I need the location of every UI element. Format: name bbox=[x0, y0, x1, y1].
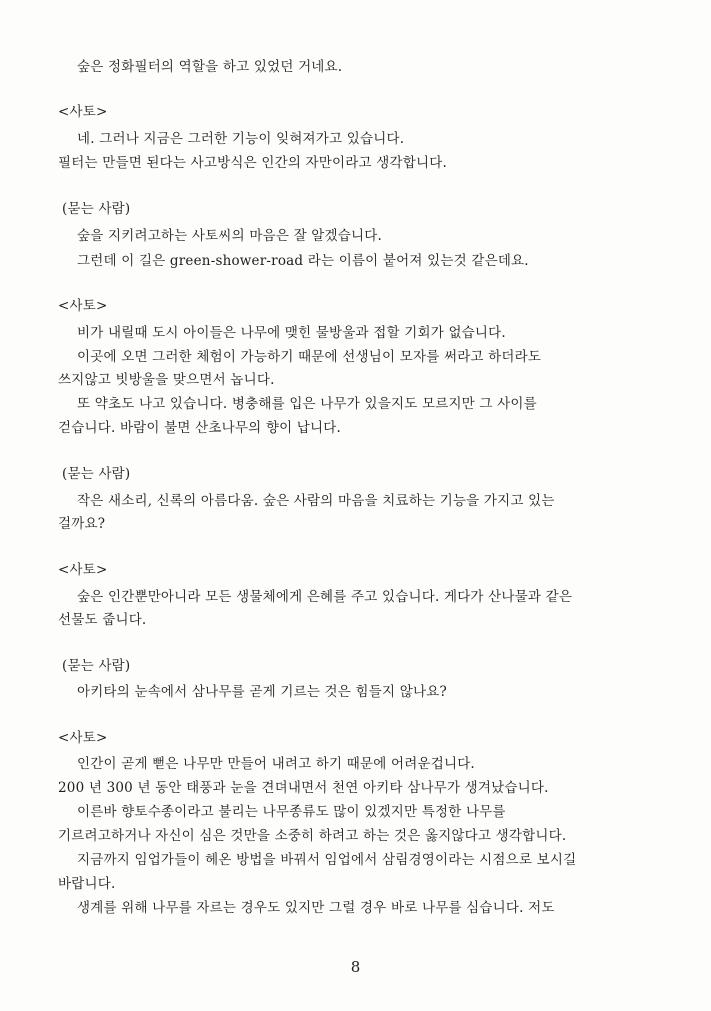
page-number: 8 bbox=[350, 958, 361, 976]
text-line: 기르려고하거나 자신이 심은 것만을 소중히 하려고 하는 것은 옳지않다고 생각합니다. bbox=[58, 828, 567, 844]
speaker-label: (묻는 사람) bbox=[62, 201, 131, 217]
text-line: 숲은 인간뿐만아니라 모든 생물체에게 은혜를 주고 있습니다. 게다가 산나물과 같은 bbox=[77, 589, 573, 605]
text-line: 그런데 이 길은 green-shower-road 라는 이름이 붙어져 있는것 같은데요. bbox=[77, 253, 529, 269]
text-line: 이곳에 오면 그러한 체험이 가능하기 때문에 선생님이 모자를 써라고 하더라도 bbox=[77, 349, 542, 365]
speaker-label: (묻는 사람) bbox=[62, 466, 131, 482]
text-line: 비가 내릴때 도시 아이들은 나무에 맺힌 물방울과 접할 기회가 없습니다. bbox=[77, 325, 506, 341]
text-line: 선물도 줍니다. bbox=[58, 612, 147, 628]
text-line: 숲을 지키려고하는 사토씨의 마음은 잘 알겠습니다. bbox=[77, 228, 383, 244]
text-line: 네. 그러나 지금은 그러한 기능이 잊혀져가고 있습니다. bbox=[77, 131, 405, 147]
text-line: 작은 새소리, 신록의 아름다움. 숲은 사람의 마음을 치료하는 기능을 가지고 있는 bbox=[77, 493, 555, 509]
text-line: 생계를 위해 나무를 자르는 경우도 있지만 그럴 경우 바로 나무를 심습니다. 저도 bbox=[77, 900, 555, 916]
speaker-label: <사토> bbox=[58, 298, 108, 314]
text-line: 바랍니다. bbox=[58, 876, 116, 892]
text-line: 200 년 300 년 동안 태풍과 눈을 견뎌내면서 천연 아키타 삼나무가 생겨났습니다. bbox=[58, 780, 549, 796]
text-line: 숲은 정화필터의 역할을 하고 있었던 거네요. bbox=[77, 59, 343, 75]
text-line: 걸까요? bbox=[58, 516, 106, 532]
text-line: 인간이 곧게 뻗은 나무만 만들어 내려고 하기 때문에 어려운겁니다. bbox=[77, 756, 475, 772]
text-line: 이른바 향토수종이라고 불리는 나무종류도 많이 있겠지만 특정한 나무를 bbox=[77, 804, 506, 820]
text-line: 걷습니다. 바람이 불면 산초나무의 향이 납니다. bbox=[58, 420, 342, 436]
speaker-label: <사토> bbox=[58, 730, 108, 746]
speaker-label: <사토> bbox=[58, 562, 108, 578]
text-line: 또 약초도 나고 있습니다. 병충해를 입은 나무가 있을지도 모르지만 그 사이를 bbox=[77, 396, 537, 412]
speaker-label: (묻는 사람) bbox=[62, 658, 131, 674]
text-line: 아키타의 눈속에서 삼나무를 곧게 기르는 것은 힘들지 않나요? bbox=[77, 684, 447, 700]
text-line: 필터는 만들면 된다는 사고방식은 인간의 자만이라고 생각합니다. bbox=[58, 155, 447, 171]
speaker-label: <사토> bbox=[58, 104, 108, 120]
text-line: 지금까지 임업가들이 헤온 방법을 바꿔서 임업에서 삼림경영이라는 시점으로 보시길 bbox=[77, 852, 577, 868]
text-line: 쓰지않고 빗방울을 맞으면서 놉니다. bbox=[58, 372, 275, 388]
